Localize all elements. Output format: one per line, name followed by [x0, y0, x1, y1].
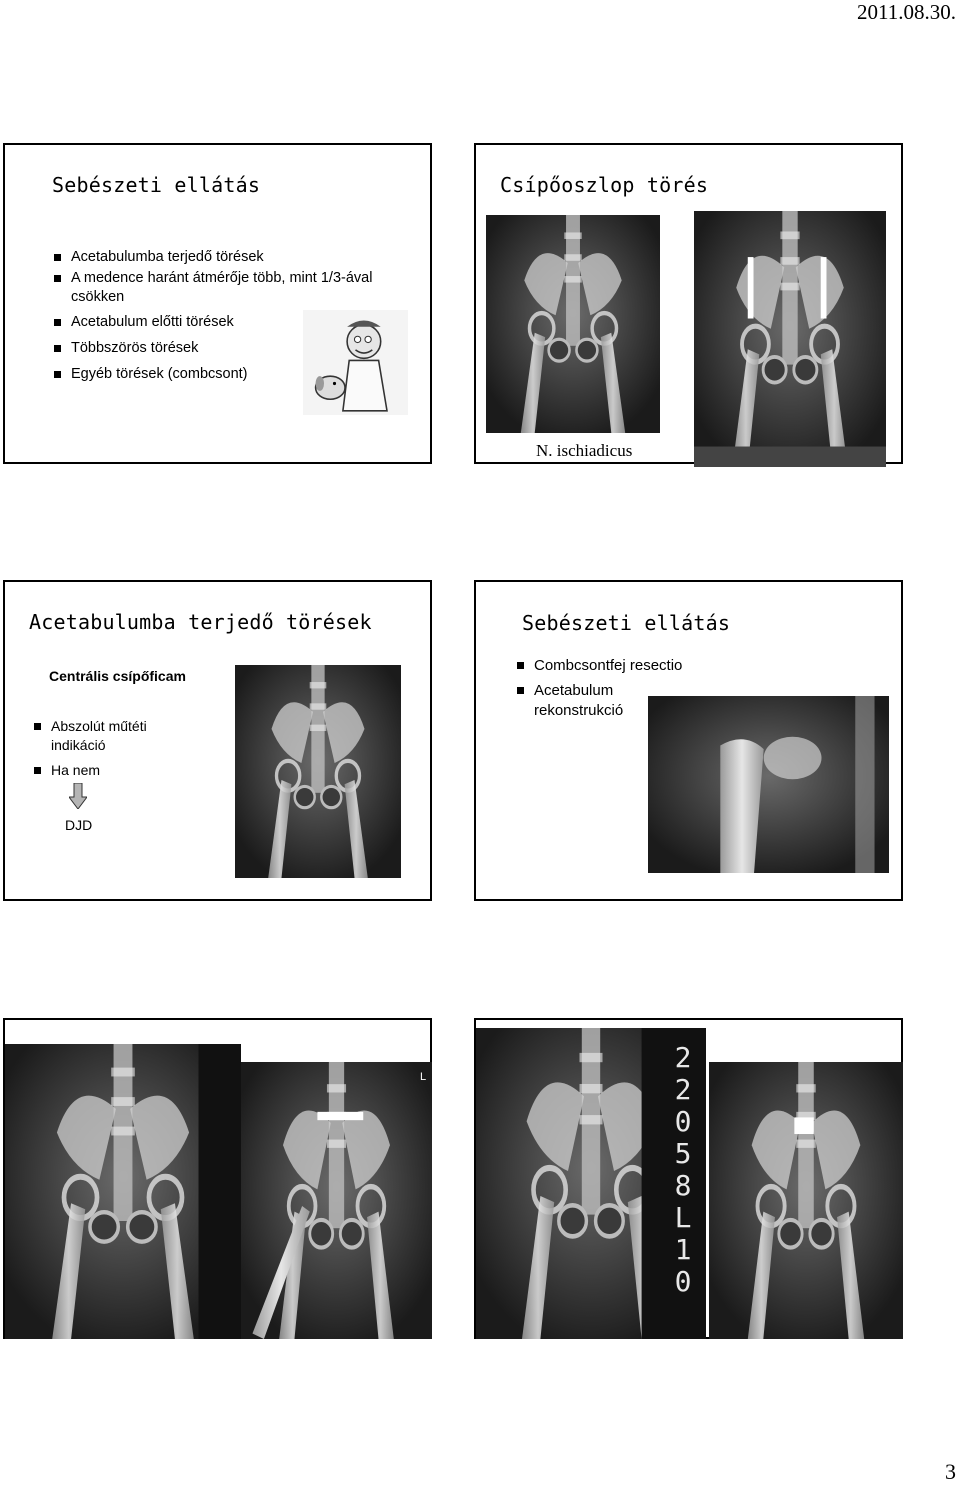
xray-image [694, 211, 886, 467]
vet-with-dog-illustration [303, 310, 408, 415]
slide-5 [3, 1018, 432, 1339]
xray-id-label: 2 2 0 5 8 L 1 0 [674, 1041, 692, 1298]
page-number: 3 [945, 1459, 956, 1484]
xray-image [709, 1062, 903, 1339]
slide-3 [3, 580, 432, 901]
page-date: 2011.08.30. [857, 0, 956, 24]
bullet: A medence haránt átmérője több, mint 1/3-ával csökken [53, 269, 381, 307]
slide-2-caption: N. ischiadicus [536, 441, 633, 460]
xray-image [486, 215, 660, 433]
slide-3-title: Acetabulumba terjedő törések [29, 610, 372, 634]
bullet: Acetabulumba terjedő törések [53, 248, 383, 267]
slide-3-bullets [33, 717, 223, 786]
down-arrow-icon [69, 783, 87, 809]
slide-2-title: Csípőoszlop törés [500, 173, 709, 197]
xray-image [5, 1044, 241, 1339]
xray-image [648, 696, 889, 873]
slide-4-title: Sebészeti ellátás [522, 611, 731, 635]
slide-6 [474, 1018, 903, 1339]
xray-image [235, 665, 401, 878]
slide-1 [3, 143, 432, 464]
slide-1-title: Sebészeti ellátás [52, 173, 261, 197]
slide-3-subtitle: Centrális csípőficam [49, 668, 186, 684]
xray-marker-label: L [420, 1071, 427, 1083]
bullet: Combcsontfej resectio [516, 656, 716, 676]
bullet: Abszolút műtéti indikáció [33, 717, 176, 755]
slide-3-result: DJD [65, 817, 93, 833]
bullet: Acetabulum rekonstrukció [516, 681, 644, 721]
bullet: Egyéb törések (combcsont) [53, 365, 383, 384]
xray-image [241, 1062, 432, 1339]
slide-4 [474, 580, 903, 901]
bullet: Acetabulum előtti törések [53, 313, 383, 332]
bullet: Többszörös törések [53, 339, 383, 358]
bullet: Ha nem [33, 761, 223, 780]
slide-2 [474, 143, 903, 464]
